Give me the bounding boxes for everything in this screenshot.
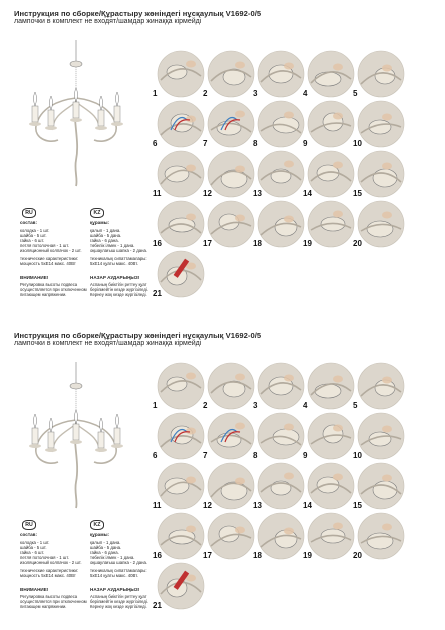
step-number: 17 [203,239,212,248]
assembly-step-photo [353,50,405,98]
attention-text-kz: берілмейтін кезде жүргізіледі. [90,287,148,292]
assembly-step-photo [353,150,405,198]
instruction-sheet-top [0,0,445,300]
step-number: 6 [153,451,158,460]
step-photo-image [357,462,405,510]
composition-item-ru: изоляционный колпачок - 2 шт. [20,248,82,253]
step-photo-image [357,512,405,560]
attention-text-kz: Кернеу жоқ кезде жүргізіледі. [90,604,147,609]
assembly-step-photo [253,412,308,460]
chandelier-illustration [18,40,130,190]
step-number: 14 [303,189,312,198]
page-title: Инструкция по сборке/Құрастыру жөніндегі нұсқаулық V1692-0/5 [14,331,262,340]
step-number: 4 [303,89,308,98]
step-number: 21 [153,601,162,610]
step-photo-image [157,150,205,198]
step-photo-image [257,462,305,510]
tech-title-ru: технические характеристики: [20,256,79,261]
step-photo-image [357,412,405,460]
step-number: 2 [203,401,208,410]
step-photo-image [307,462,355,510]
tech-title-kz: техникалық сипаттамалары: [90,256,147,261]
step-number: 10 [353,139,362,148]
step-photo-image [307,200,355,248]
attention-text-ru: Регулировка высоты подвеса [20,594,78,599]
assembly-step-photo [303,100,355,148]
assembly-step-photo [203,200,255,248]
assembly-step-photo [253,512,305,560]
step-number: 18 [253,239,262,248]
step-number: 13 [253,189,262,198]
step-number: 7 [203,451,208,460]
step-photo-image [257,100,308,148]
attention-text-ru: питающем напряжении. [20,604,67,609]
step-photo-image [307,150,355,198]
attention-title-ru: ВНИМАНИЕ! [20,275,49,280]
step-number: 2 [203,89,208,98]
assembly-step-photo [353,412,405,460]
step-photo-image [307,50,358,98]
page-subtitle: лампочки в комплект не входят/шамдар жинаққа кірмейді [14,340,202,347]
step-number: 9 [303,451,308,460]
assembly-step-photo [203,412,258,460]
assembly-step-photo [353,512,405,560]
step-photo-image [257,412,308,460]
step-photo-image [157,100,208,148]
step-photo-image [307,100,355,148]
assembly-step-photo [303,362,358,410]
attention-text-kz: Аспаның биіктігін реттеу қуат [90,282,147,287]
instruction-sheet-bottom [0,322,445,622]
tech-value-kz: 5xE14 қуаты макс. 40Вт. [90,261,138,266]
step-photo-image [307,512,355,560]
step-photo-image [207,50,258,98]
step-photo-image [157,362,208,410]
step-number: 7 [203,139,208,148]
assembly-step-photo [253,362,308,410]
tech-value-ru: мощность 5xE14 макс. 40Вт [20,573,76,578]
attention-text-ru: Регулировка высоты подвеса [20,282,78,287]
assembly-step-photo [153,512,205,560]
composition-item-kz: шайба - 5 дана. [90,545,122,550]
assembly-step-photo [153,562,205,610]
step-number: 19 [303,551,312,560]
attention-text-ru: осуществляется при отключенном [20,599,87,604]
step-photo-image [157,562,205,610]
step-photo-image [357,362,405,410]
attention-text-kz: Аспаның биіктігін реттеу қуат [90,594,147,599]
step-number: 14 [303,501,312,510]
tech-title-kz: техникалық сипаттамалары: [90,568,147,573]
composition-item-kz: қалып - 1 дана. [90,228,121,233]
step-photo-image [257,50,308,98]
step-number: 16 [153,551,162,560]
step-number: 5 [353,401,358,410]
composition-item-ru: колодка - 1 шт. [20,540,50,545]
step-photo-image [207,200,255,248]
step-photo-image [157,512,205,560]
step-photo-image [157,412,208,460]
step-photo-image [157,50,208,98]
step-number: 6 [153,139,158,148]
step-number: 17 [203,551,212,560]
step-number: 16 [153,239,162,248]
step-number: 8 [253,451,258,460]
step-number: 20 [353,551,362,560]
step-number: 15 [353,501,362,510]
step-number: 19 [303,239,312,248]
language-badge-kz: KZ [90,520,104,530]
assembly-step-photo [153,250,205,298]
step-photo-image [207,412,258,460]
assembly-step-photo [303,512,355,560]
step-number: 10 [353,451,362,460]
composition-title-kz: құрамы: [90,532,110,537]
assembly-step-photo [203,100,258,148]
step-number: 3 [253,401,258,410]
attention-text-ru: питающем напряжении. [20,292,67,297]
assembly-step-photo [203,462,255,510]
assembly-step-photo [203,512,255,560]
step-number: 21 [153,289,162,298]
composition-title-ru: состав: [20,532,38,537]
composition-item-kz: гайка - 6 дана. [90,238,119,243]
assembly-step-photo [153,100,208,148]
composition-item-ru: петля потолочная - 1 шт. [20,243,70,248]
step-photo-image [307,362,358,410]
composition-item-ru: шайба - 5 шт. [20,545,47,550]
composition-item-ru: колодка - 1 шт. [20,228,50,233]
step-number: 13 [253,501,262,510]
language-badge-kz: KZ [90,208,104,218]
composition-item-kz: гайка - 6 дана. [90,550,119,555]
assembly-step-photo [353,200,405,248]
step-photo-image [357,50,405,98]
step-photo-image [307,412,355,460]
step-photo-image [207,362,258,410]
step-number: 18 [253,551,262,560]
step-photo-image [157,462,205,510]
step-photo-image [257,150,305,198]
step-photo-image [357,100,405,148]
attention-title-ru: ВНИМАНИЕ! [20,587,49,592]
composition-item-kz: оқшаулағыш шапка - 2 дана. [90,560,148,565]
step-photo-image [357,150,405,198]
tech-value-kz: 5xE14 қуаты макс. 40Вт. [90,573,138,578]
composition-title-kz: құрамы: [90,220,110,225]
step-number: 4 [303,401,308,410]
assembly-step-photo [303,462,355,510]
step-number: 9 [303,139,308,148]
composition-item-kz: шайба - 5 дана. [90,233,122,238]
step-photo-image [207,512,255,560]
attention-text-kz: берілмейтін кезде жүргізіледі. [90,599,148,604]
step-number: 12 [203,189,212,198]
step-number: 8 [253,139,258,148]
tech-title-ru: технические характеристики: [20,568,79,573]
step-photo-image [207,462,255,510]
assembly-step-photo [153,362,208,410]
step-photo-image [157,250,205,298]
assembly-step-photo [253,200,305,248]
assembly-step-photo [303,412,355,460]
assembly-step-photo [353,462,405,510]
assembly-step-photo [153,50,208,98]
step-number: 5 [353,89,358,98]
composition-item-ru: гайка - 6 шт. [20,550,45,555]
assembly-step-photo [303,50,358,98]
step-photo-image [157,200,205,248]
composition-item-kz: төбелік ілмек - 1 дана. [90,555,135,560]
assembly-step-photo [253,50,308,98]
step-number: 12 [203,501,212,510]
attention-text-kz: Кернеу жоқ кезде жүргізіледі. [90,292,147,297]
assembly-step-photo [303,200,355,248]
step-number: 11 [153,189,162,198]
attention-text-ru: осуществляется при отключенном [20,287,87,292]
language-badge-ru: RU [22,520,36,530]
assembly-step-photo [153,462,205,510]
page-subtitle: лампочки в комплект не входят/шамдар жинаққа кірмейді [14,18,202,25]
assembly-step-photo [353,100,405,148]
step-number: 1 [153,401,158,410]
step-number: 1 [153,89,158,98]
assembly-step-photo [253,462,305,510]
assembly-step-photo [253,150,305,198]
assembly-step-photo [153,412,208,460]
composition-item-ru: гайка - 6 шт. [20,238,45,243]
composition-title-ru: состав: [20,220,38,225]
assembly-step-photo [203,50,258,98]
tech-value-ru: мощность 5xE14 макс. 40Вт [20,261,76,266]
page-title: Инструкция по сборке/Құрастыру жөніндегі нұсқаулық V1692-0/5 [14,9,262,18]
assembly-step-photo [303,150,355,198]
assembly-step-photo [353,362,405,410]
step-number: 3 [253,89,258,98]
attention-title-kz: НАЗАР АУДАРЫҢЫЗ! [90,275,140,280]
step-number: 20 [353,239,362,248]
composition-item-kz: оқшаулағыш шапка - 2 дана. [90,248,148,253]
assembly-step-photo [203,150,255,198]
chandelier-illustration [18,362,130,512]
step-number: 15 [353,189,362,198]
composition-item-kz: төбелік ілмек - 1 дана. [90,243,135,248]
step-photo-image [207,150,255,198]
attention-title-kz: НАЗАР АУДАРЫҢЫЗ! [90,587,140,592]
step-photo-image [207,100,258,148]
composition-item-ru: шайба - 5 шт. [20,233,47,238]
assembly-step-photo [153,200,205,248]
step-photo-image [357,200,405,248]
composition-item-ru: петля потолочная - 1 шт. [20,555,70,560]
step-photo-image [257,512,305,560]
assembly-step-photo [153,150,205,198]
step-number: 11 [153,501,162,510]
composition-item-kz: қалып - 1 дана. [90,540,121,545]
composition-item-ru: изоляционный колпачок - 2 шт. [20,560,82,565]
assembly-step-photo [203,362,258,410]
assembly-step-photo [253,100,308,148]
language-badge-ru: RU [22,208,36,218]
step-photo-image [257,362,308,410]
step-photo-image [257,200,305,248]
